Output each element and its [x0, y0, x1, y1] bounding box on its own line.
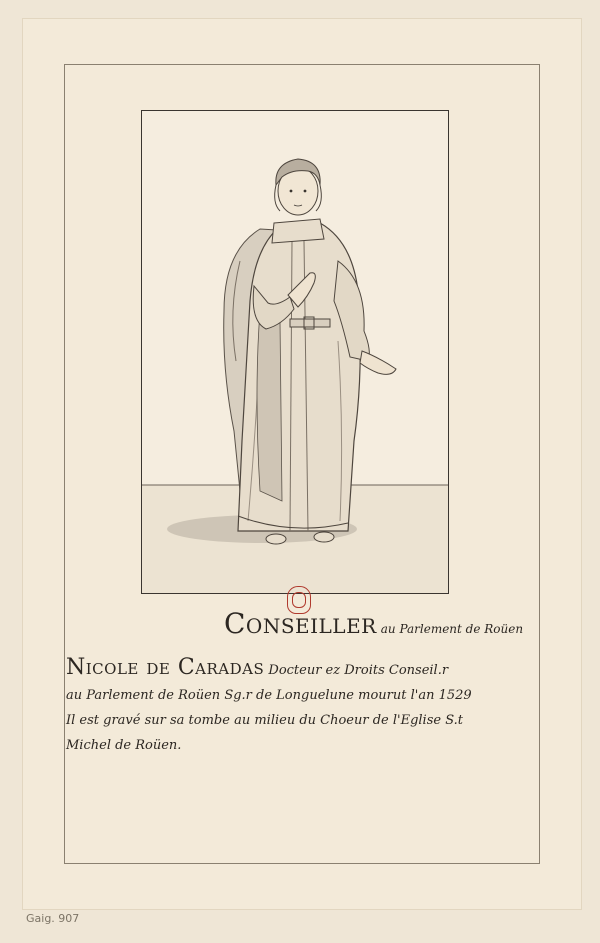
person-name: Nicole de Caradas	[66, 655, 265, 680]
title-line	[224, 607, 554, 640]
caption-line-4: Michel de Roüen.	[66, 738, 182, 753]
caption-line-2: au Parlement de Roüen Sg.r de Longuelune mourut l'an 1529	[66, 688, 472, 703]
title-word: Conseiller	[224, 607, 377, 640]
shelfmark: Gaig. 907	[26, 912, 80, 925]
caption	[66, 655, 536, 758]
caption-line-3: Il est gravé sur sa tombe au milieu du Choeur de l'Eglise S.t	[66, 713, 464, 728]
title-rest: au Parlement de Roüen	[380, 622, 524, 636]
name-rest: Docteur ez Droits Conseil.r	[268, 663, 449, 678]
portrait-drawing	[142, 111, 448, 593]
portrait-frame	[141, 110, 449, 594]
